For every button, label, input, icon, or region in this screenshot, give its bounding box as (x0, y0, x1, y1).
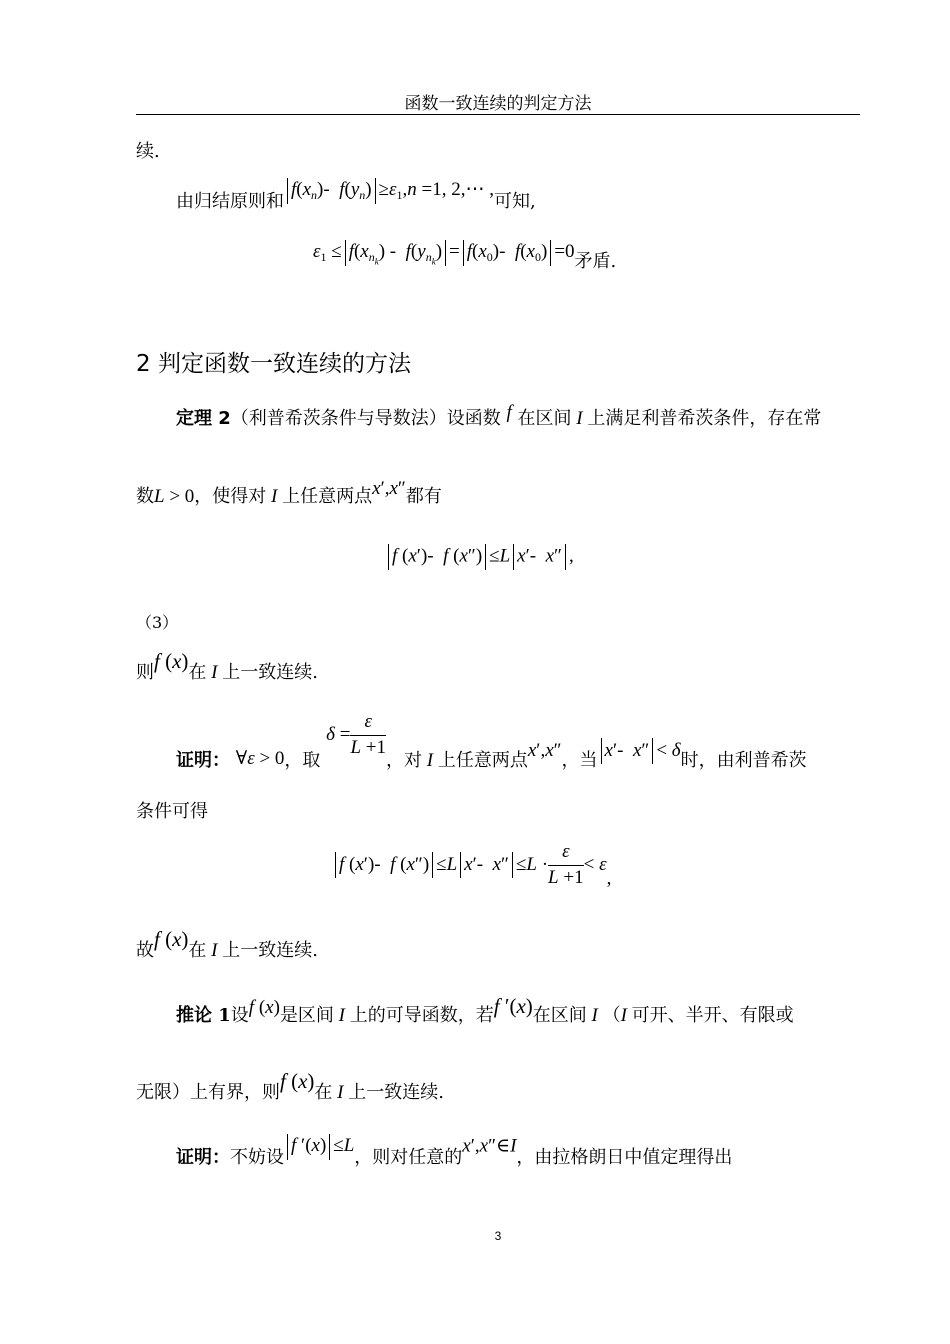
theorem2-line2-d: 都有 (405, 486, 442, 507)
guijie-formula: $f(x_n)-$ $f(y_n) \ge\varepsilon_1,n =1$, 2,⋯ , (284, 179, 494, 200)
proof1-c: 上任意两点 (437, 749, 528, 771)
proof1-inequality: f (x′)- f (x″) ≤L x′- x″ ≤L · $\frac{\varepsilon}{L +1}$ < ε, (332, 842, 611, 889)
contradiction-suffix: 矛盾. (574, 251, 617, 273)
proof1-condition: x′- x″ < δ (598, 740, 681, 761)
fx-symbol-4: f (x) (280, 1069, 315, 1093)
theorem2-points: x′,x″ (372, 478, 406, 499)
proof2-points: x′,x″∈I (462, 1135, 517, 1157)
proof1-I: I (422, 749, 438, 771)
corollary1-b: 是区间 (279, 1005, 334, 1026)
fx-symbol: f (x) (154, 649, 189, 673)
section-heading: 2 判定函数一致连续的方法 (136, 351, 411, 377)
proof2-a: 不妨设 (230, 1147, 284, 1169)
proof1-points: x′,x″ (527, 739, 562, 761)
theorem2-line2-c: 上任意两点 (282, 486, 373, 507)
theorem2-line1 (176, 402, 822, 430)
corollary1-I-2: I (586, 1005, 603, 1026)
guijie-prefix: 由归结原则和 (176, 191, 284, 213)
corollary1-f: 可开、半开、有限或 (631, 1005, 794, 1026)
equation-number: （3） (136, 613, 179, 632)
corollary1-I-4: I (332, 1082, 349, 1103)
proof1-b: ，对 (386, 749, 423, 771)
delta-definition: δ = $\frac{\varepsilon}{L +1}$ (326, 711, 387, 758)
theorem2-conclusion (136, 649, 318, 683)
corollary1-line2-a: 无限）上有界，则 (136, 1082, 280, 1103)
corollary1-I-3: I (620, 1005, 632, 1026)
proof1-conc-b: 在 (188, 940, 207, 961)
theorem2-f: f (506, 402, 512, 423)
proof2-line1 (176, 1134, 733, 1169)
proof1-conc-a: 故 (136, 940, 154, 961)
guijie-line (176, 178, 536, 213)
corollary1-line2-b: 在 (314, 1082, 333, 1103)
proof1-conclusion (136, 927, 318, 961)
corollary1-e: （ (602, 1005, 621, 1026)
corollary1-d: 在区间 (532, 1005, 587, 1026)
forall-epsilon: ∀ε > 0 (235, 747, 285, 769)
proof1-d: ，当 (561, 749, 598, 771)
paragraph-continuation: 续. (136, 141, 160, 162)
theorem2-name: （利普希茨条件与导数法）设函数 (230, 408, 501, 429)
corollary1-label: 推论 1 (176, 1005, 231, 1026)
proof1-a: ，取 (284, 749, 321, 771)
corollary1-a: 设 (230, 1005, 249, 1026)
contradiction-formula: $\varepsilon_1 \le f(x_{n_k}) - f(y_{n_k}) = f(x_0)-$ $f(x_0) =0$ (313, 241, 575, 267)
theorem2-label: 定理 2 (176, 408, 231, 429)
theorem2-I: I (571, 408, 588, 429)
header-rule (136, 114, 860, 115)
theorem2-line2-b: ，使得对 (194, 486, 267, 507)
theorem2-line2 (136, 478, 442, 508)
theorem2-then-c: 上一致连续. (222, 662, 318, 683)
corollary1-line1 (176, 994, 794, 1026)
theorem2-then-a: 则 (136, 662, 154, 683)
proof1-label: 证明： (176, 749, 230, 771)
contradiction-line (313, 240, 616, 273)
guijie-suffix: 可知, (493, 191, 536, 213)
fprime-symbol: f ′(x) (493, 994, 533, 1018)
derivative-bound: f ′(x) ≤L (284, 1135, 354, 1156)
lipschitz-equation: f (x′)- f (x″) ≤L x′- x″ , (385, 544, 574, 570)
corollary1-I: I (333, 1005, 350, 1026)
theorem2-then-b: 在 (188, 662, 207, 683)
page-number: 3 (494, 1229, 502, 1243)
proof1-line1 (176, 711, 807, 771)
running-header: 函数一致连续的判定方法 (404, 94, 592, 114)
theorem2-I-2: I (266, 486, 283, 507)
theorem2-L-positive: L > 0 (154, 486, 195, 507)
proof1-e: 时，由利普希茨 (680, 749, 807, 771)
fx-symbol-2: f (x) (154, 927, 189, 951)
corollary1-line2-c: 上一致连续. (348, 1082, 444, 1103)
fx-symbol-3: f (x) (248, 997, 280, 1018)
theorem2-I-3: I (206, 662, 223, 683)
theorem2-text1: 在区间 (517, 408, 572, 429)
proof1-I-2: I (206, 940, 223, 961)
corollary1-c: 上的可导函数，若 (349, 1005, 494, 1026)
proof2-b: ，则对任意的 (354, 1147, 463, 1169)
proof2-c: ，由拉格朗日中值定理得出 (516, 1147, 733, 1169)
proof2-label: 证明： (176, 1147, 230, 1169)
corollary1-line2 (136, 1069, 444, 1103)
theorem2-text2: 上满足利普希茨条件，存在常 (587, 408, 822, 429)
proof1-conc-c: 上一致连续. (222, 940, 318, 961)
theorem2-line2-a: 数 (136, 486, 154, 507)
proof1-line2: 条件可得 (136, 801, 208, 822)
